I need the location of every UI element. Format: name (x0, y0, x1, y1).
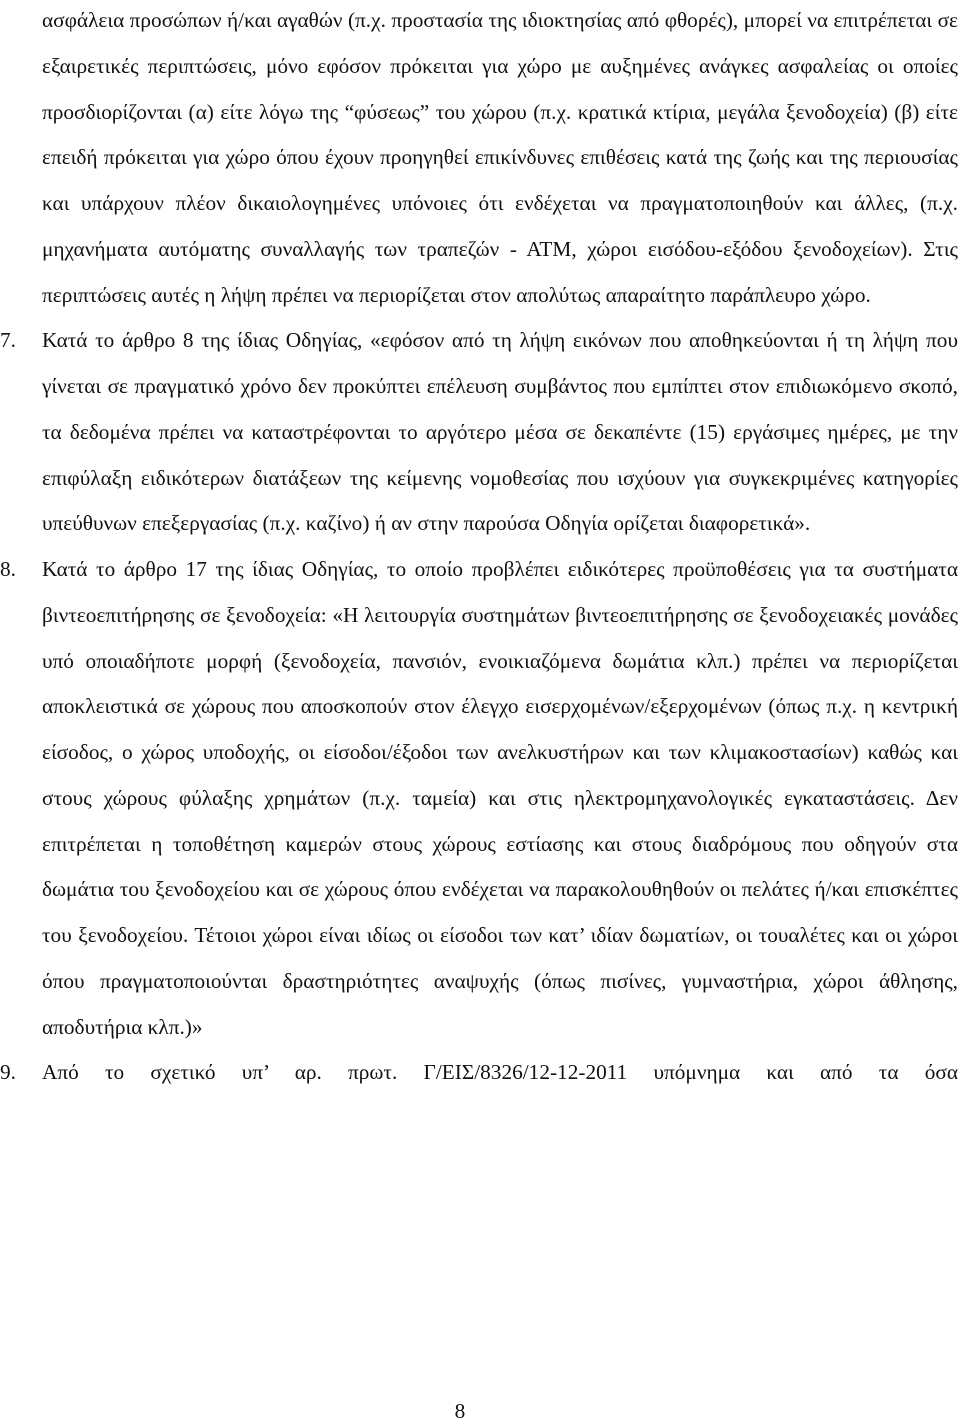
item-number: 9. (0, 1060, 16, 1085)
item-text: Κατά το άρθρο 8 της ίδιας Οδηγίας, «εφόσον από τη λήψη εικόνων που αποθηκεύονται ή τη λήψη που γίνεται σε πραγματικό χρόνο δεν προκύπτει επέλευση συμβάντος που εμπίπτει στον επιδιωκόμενο σκοπό, τα δεδομένα πρέπει να καταστρέφονται το αργότερο μέσα σε δεκαπέντε (15) εργάσιμες ημέρες, με την επιφύλαξη ειδικότερων διατάξεων της κείμενης νομοθεσίας που ισχύουν για συγκεκριμένες κατηγορίες υπεύθυνων επεξεργασίας (π.χ. καζίνο) ή αν στην παρούσα Οδηγία ορίζεται διαφορετικά». (42, 328, 958, 536)
item-text: Κατά το άρθρο 17 της ίδιας Οδηγίας, το οποίο προβλέπει ειδικότερες προϋποθέσεις για τα συστήματα βιντεοεπιτήρησης σε ξενοδοχεία: «Η λειτουργία συστημάτων βιντεοεπιτήρησης σε ξενοδοχειακές μονάδες υπό οποιαδήποτε μορφή (ξενοδοχεία, πανσιόν, ενοικιαζόμενα δωμάτια κλπ.) πρέπει να περιορίζεται αποκλειστικά σε χώρους που αποσκοπούν στον έλεγχο εισερχομένων/εξερχομένων (όπως π.χ. η κεντρική είσοδος, ο χώρος υποδοχής, οι είσοδοι/έξοδοι των ανελκυστήρων και των κλιμακοστασίων) καθώς και στους χώρους φύλαξης χρημάτων (π.χ. ταμεία) και στις ηλεκτρομηχανολογικές εγκαταστάσεις. Δεν επιτρέπεται η τοποθέτηση καμερών στους χώρους εστίασης και στους διαδρόμους που οδηγούν στα δωμάτια του ξενοδοχείου και σε χώρους όπου ενδέχεται να παρακολουθηθούν οι πελάτες ή/και επισκέπτες του ξενοδοχείου. Τέτοιοι χώροι είναι ιδίως οι είσοδοι των κατ’ ιδίαν δωματίων, οι τουαλέτες και οι χώροι όπου πραγματοποιούνται δραστηριότητες αναψυχής (όπως πισίνες, γυμναστήρια, χώροι άθλησης, αποδυτήρια κλπ.)» (42, 557, 958, 1039)
list-item (0, 1050, 958, 1096)
list-item (0, 318, 958, 547)
list-item (0, 547, 958, 1050)
continuation-paragraph: ασφάλεια προσώπων ή/και αγαθών (π.χ. προστασία της ιδιοκτησίας από φθορές), μπορεί να επιτρέπεται σε εξαιρετικές περιπτώσεις, μόνο εφόσον πρόκειται για χώρο με αυξημένες ανάγκες ασφαλείας οι οποίες προσδιορίζονται (α) είτε λόγω της “φύσεως” του χώρου (π.χ. κρατικά κτίρια, μεγάλα ξενοδοχεία) (β) είτε επειδή πρόκειται για χώρο όπου έχουν προηγηθεί επικίνδυνες επιθέσεις κατά της ζωής και της περιουσίας και υπάρχουν πλέον δικαιολογημένες υπόνοιες ότι ενδέχεται να πραγματοποιηθούν και άλλες, (π.χ. μηχανήματα αυτόματης συναλλαγής των τραπεζών - ΑΤΜ, χώροι εισόδου-εξόδου ξενοδοχείων). Στις περιπτώσεις αυτές η λήψη πρέπει να περιορίζεται στον απολύτως απαραίτητο παράπλευρο χώρο. (42, 8, 958, 307)
page-number: 8 (454, 1399, 466, 1423)
item-number: 8. (0, 557, 16, 581)
item-number: 7. (0, 328, 16, 353)
item-text: Από το σχετικό υπ’ αρ. πρωτ. Γ/ΕΙΣ/8326/12-12-2011 υπόμνημα και από τα όσα (42, 1060, 958, 1085)
